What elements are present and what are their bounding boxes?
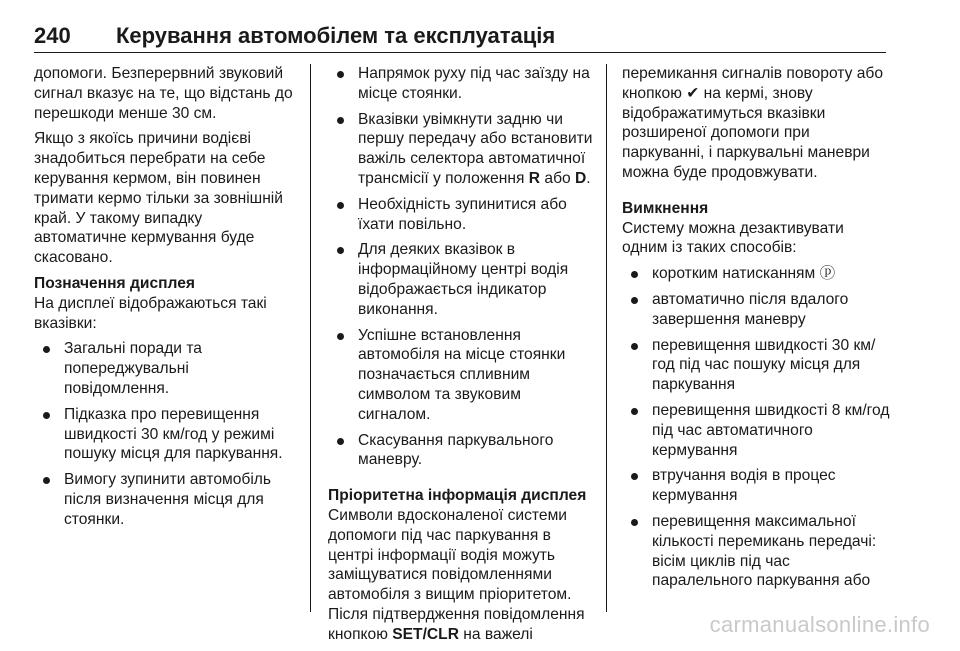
list-item: перевищення максимальної кількості перемикань передачі: вісім циклів під час паралельного паркування або xyxy=(622,512,890,591)
paragraph: допомоги. Безперервний звуковий сигнал вказує на те, що відстань до перешкоди менше 30 см. xyxy=(34,65,293,122)
gear-r: R xyxy=(528,169,541,187)
column-1 xyxy=(34,64,296,536)
paragraph: Якщо з якоїсь причини водієві знадобиться перебрати на себе керування кермом, він повинен тримати кермо тільки за зовнішній край. У такому випадку автоматичне кермування буде скасовано. xyxy=(34,130,283,267)
chapter-title: Керування автомобілем та експлуатація xyxy=(116,23,556,48)
bullet-list xyxy=(622,264,890,591)
parking-assist-icon: ⓟ xyxy=(819,265,836,283)
list-item: Загальні поради та попереджувальні повідомлення. xyxy=(34,339,296,398)
column-divider-1 xyxy=(310,64,311,612)
section-heading: Пріоритетна інформація дисплея xyxy=(328,487,587,505)
page-header xyxy=(34,24,886,53)
paragraph: Символи вдосконаленої системи допомоги під час паркування в центрі інформації водія можуть заміщуватися повідомленнями автомобіля з вищим пріоритетом. Після підтвердження повідомлення кнопкою SET/CLR на важелі xyxy=(328,506,585,643)
paragraph: Систему можна дезактивувати одним із таких способів: xyxy=(622,219,844,257)
list-item: Для деяких вказівок в інформаційному центрі водія відображається індикатор виконання. xyxy=(328,240,596,319)
checkmark-icon: ✔ xyxy=(686,84,700,102)
list-item: перевищення швидкості 30 км/год під час пошуку місця для паркування xyxy=(622,336,890,395)
section-heading: Вимкнення xyxy=(622,199,709,217)
column-divider-2 xyxy=(606,64,607,612)
list-item: автоматично після вдалого завершення маневру xyxy=(622,290,890,330)
list-item: Вказівки увімкнути задню чи першу передачу або встановити важіль селектора автоматичної трансмісії у положення R або D. xyxy=(328,110,596,189)
list-item: втручання водія в процес кермування xyxy=(622,466,890,506)
list-item: Напрямок руху під час заїзду на місце стоянки. xyxy=(328,64,596,104)
bullet-list xyxy=(328,64,596,470)
list-item: Підказка про перевищення швидкості 30 км/год у режимі пошуку місця для паркування. xyxy=(34,405,296,464)
section-heading: Позначення дисплея xyxy=(34,274,196,292)
set-clr-key: SET/CLR xyxy=(392,625,459,643)
paragraph: На дисплеї відображаються такі вказівки: xyxy=(34,294,267,332)
column-3 xyxy=(622,64,890,597)
list-item: коротким натисканням ⓟ xyxy=(622,264,890,284)
watermark: carmanualsonline.info xyxy=(709,612,930,637)
page-number: 240 xyxy=(34,23,71,48)
list-item: перевищення швидкості 8 км/год під час автоматичного кермування xyxy=(622,401,890,460)
bullet-list xyxy=(34,339,296,529)
list-item: Скасування паркувального маневру. xyxy=(328,431,596,471)
list-item: Вимогу зупинити автомобіль після визначення місця для стоянки. xyxy=(34,470,296,529)
list-item: Необхідність зупинитися або їхати повільно. xyxy=(328,195,596,235)
paragraph: перемикання сигналів повороту або кнопкою ✔ на кермі, знову відображатимуться вказівки розширеної допомоги при паркуванні, і паркувальні маневри можна буде продовжувати. xyxy=(622,65,884,181)
gear-d: D xyxy=(575,169,587,187)
list-item: Успішне встановлення автомобіля на місце стоянки позначається спливним символом та звуковим сигналом. xyxy=(328,326,596,425)
column-2 xyxy=(328,64,596,651)
